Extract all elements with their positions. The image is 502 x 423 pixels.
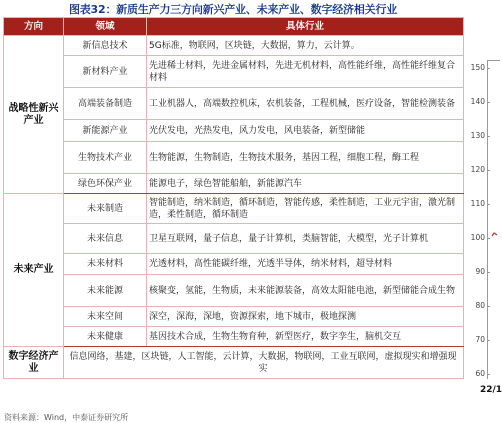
side-chart-y-tick-mark xyxy=(487,102,490,103)
table-row xyxy=(4,120,464,142)
source-footnote: 资料来源：Wind，中泰证券研究所 xyxy=(4,413,129,422)
table-row xyxy=(4,307,464,327)
industries-cell: 生物能源，生物制造，生物技术服务，基因工程，细胞工程，酶工程 xyxy=(147,142,464,174)
industry-table xyxy=(3,17,464,379)
industries-cell: 能源电子，绿色智能船舶，新能源汽车 xyxy=(147,174,464,194)
side-chart-y-tick: 70 xyxy=(475,335,485,344)
industries-cell: 信息网络，基建，区块链，人工智能，云计算，大数据，物联网，工业互联网，虚拟现实和增强现实 xyxy=(64,347,464,379)
table-row xyxy=(4,327,464,347)
side-chart-y-tick-mark xyxy=(487,204,490,205)
field-cell: 未来制造 xyxy=(64,194,147,224)
side-chart-plot-area xyxy=(487,60,500,379)
table-row xyxy=(4,142,464,174)
side-chart-y-tick: 110 xyxy=(470,199,485,208)
industries-cell: 5G标准，物联网，区块链，大数据，算力，云计算。 xyxy=(147,36,464,56)
table-row xyxy=(4,224,464,254)
field-cell: 未来材料 xyxy=(64,254,147,275)
field-cell: 未来能源 xyxy=(64,275,147,307)
industries-cell: 工业机器人，高端数控机床，农机装备，工程机械，医疗设备，智能检测装备 xyxy=(147,88,464,120)
side-chart-y-tick: 90 xyxy=(475,267,485,276)
side-chart-y-tick: 120 xyxy=(470,165,485,174)
table-row xyxy=(4,194,464,224)
field-cell: 新能源产业 xyxy=(64,120,147,142)
field-cell: 高端装备制造 xyxy=(64,88,147,120)
industries-cell: 卫星互联网，量子信息，量子计算机，类脑智能，大模型，光子计算机 xyxy=(147,224,464,254)
table-row xyxy=(4,347,464,379)
side-chart-y-tick-mark xyxy=(487,306,490,307)
header-direction: 方向 xyxy=(4,18,64,36)
table-row xyxy=(4,56,464,88)
field-cell: 新材料产业 xyxy=(64,56,147,88)
field-cell: 生物技术产业 xyxy=(64,142,147,174)
field-cell: 未来空间 xyxy=(64,307,147,327)
side-chart-y-tick-mark xyxy=(487,136,490,137)
category-cell: 数字经济产业 xyxy=(4,347,64,379)
industries-cell: 光透材料，高性能碳纤维，光透半导体，纳米材料，超导材料 xyxy=(147,254,464,275)
industries-cell: 基因技术合成，生物生物育种，新型医疗，数字孪生，脑机交互 xyxy=(147,327,464,347)
table-row xyxy=(4,174,464,194)
side-chart-fragment xyxy=(467,60,502,395)
field-cell: 新信息技术 xyxy=(64,36,147,56)
side-chart-y-tick-mark xyxy=(487,68,490,69)
side-chart-line-mark xyxy=(492,230,497,240)
table-header-row xyxy=(4,18,464,36)
table-row xyxy=(4,88,464,120)
side-chart-y-tick-mark xyxy=(487,374,490,375)
field-cell: 未来信息 xyxy=(64,224,147,254)
industries-cell: 核聚变，氢能，生物质，未来能源装备，高效太阳能电池，新型储能合成生物 xyxy=(147,275,464,307)
field-cell: 绿色环保产业 xyxy=(64,174,147,194)
industries-cell: 光伏发电，光热发电，风力发电，风电装备，新型储能 xyxy=(147,120,464,142)
table-row xyxy=(4,275,464,307)
industries-cell: 深空，深海，深地，资源探索，地下城市，极地探测 xyxy=(147,307,464,327)
industries-cell: 智能制造，纳米制造，循环制造，智能传感，柔性制造，工业元宇宙，激光制造，柔性制造，循环制造 xyxy=(147,194,464,224)
side-chart-y-tick-mark xyxy=(487,340,490,341)
side-chart-y-tick: 80 xyxy=(475,301,485,310)
category-cell: 未来产业 xyxy=(4,194,64,347)
side-chart-y-tick-mark xyxy=(487,272,490,273)
industries-cell: 先进稀土材料，先进金属材料，先进无机材料，高性能纤维，高性能纤维复合材料 xyxy=(147,56,464,88)
side-chart-y-tick: 130 xyxy=(470,131,485,140)
figure-title: 图表32：新质生产力三方向新兴产业、未来产业、数字经济相关行业 xyxy=(68,3,398,16)
side-chart-y-tick: 100 xyxy=(470,233,485,242)
category-cell: 战略性新兴产业 xyxy=(4,36,64,194)
header-industries: 具体行业 xyxy=(147,18,464,36)
field-cell: 未来健康 xyxy=(64,327,147,347)
side-chart-y-tick-mark xyxy=(487,170,490,171)
side-chart-y-tick: 150 xyxy=(470,63,485,72)
side-chart-y-tick: 140 xyxy=(470,97,485,106)
table-row xyxy=(4,36,464,56)
header-field: 领域 xyxy=(64,18,147,36)
side-chart-y-tick: 60 xyxy=(475,369,485,378)
side-chart-x-tick: 22/1 xyxy=(480,385,502,395)
table-row xyxy=(4,254,464,275)
side-chart-y-tick-mark xyxy=(487,238,490,239)
